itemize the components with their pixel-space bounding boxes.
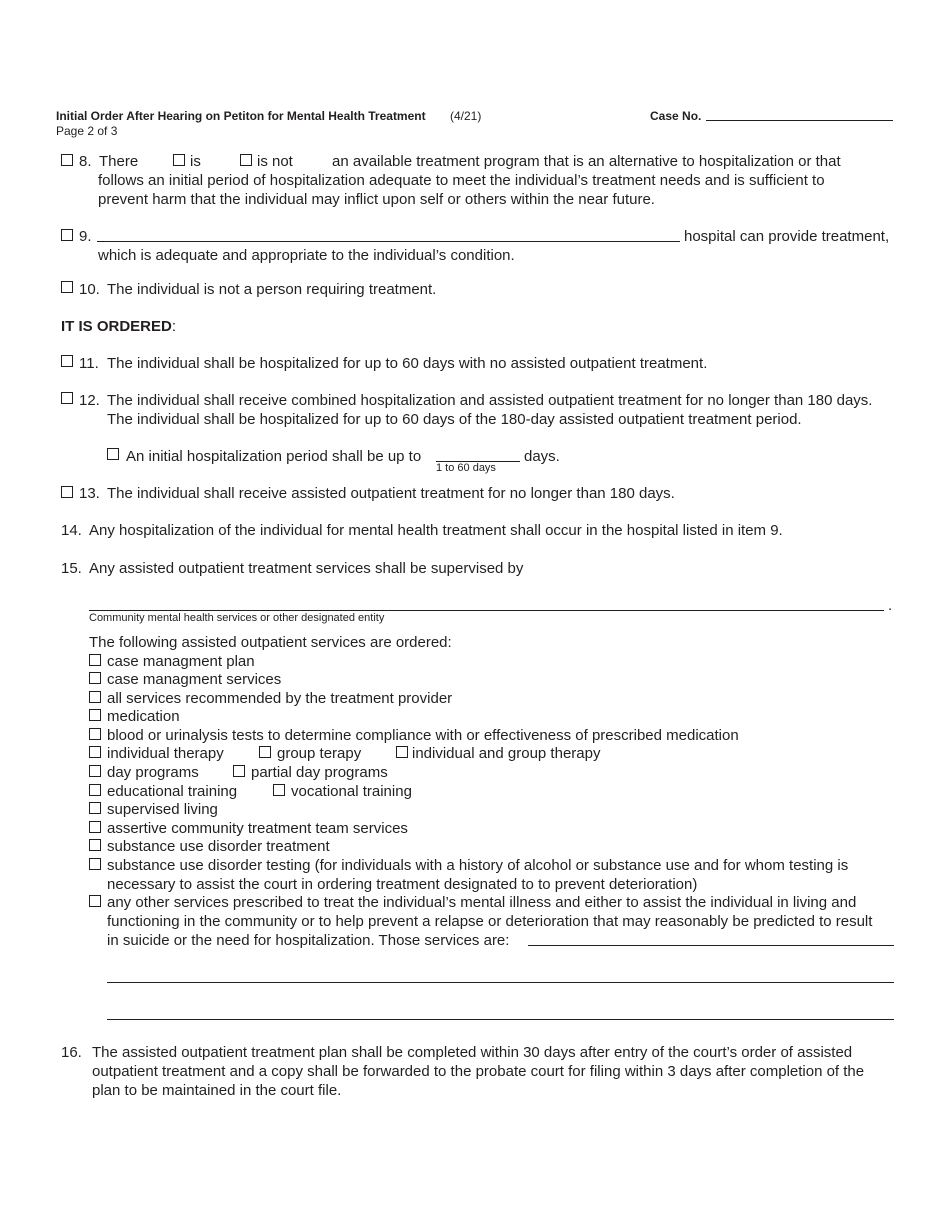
case-no-field[interactable] — [706, 120, 893, 121]
service-case-services-label: case managment services — [107, 671, 282, 688]
item-14-text: Any hospitalization of the individual for mental health treatment shall occur in the hospital listed in item 9. — [89, 522, 783, 539]
item-12-sub-checkbox[interactable] — [107, 448, 119, 460]
ordered-label: IT IS ORDERED — [61, 318, 172, 335]
item-8-line-1: an available treatment program that is an alternative to hospitalization or that — [332, 153, 841, 170]
service-individual-therapy-checkbox[interactable] — [89, 746, 101, 758]
item-9-line-1-end: hospital can provide treatment, — [684, 228, 890, 245]
service-partial-day-label: partial day programs — [251, 764, 388, 781]
item-10-checkbox[interactable] — [61, 281, 73, 293]
service-blood-tests-checkbox[interactable] — [89, 728, 101, 740]
item-9-checkbox[interactable] — [61, 229, 73, 241]
item-15-caption: Community mental health services or other designated entity — [89, 612, 385, 624]
item-9-line-2: which is adequate and appropriate to the individual’s condition. — [98, 247, 515, 264]
service-other-line-3: in suicide or the need for hospitalization. Those services are: — [107, 932, 510, 949]
service-other-line-2: functioning in the community or to help prevent a relapse or deterioration that may reasonably be predicted to result — [107, 913, 873, 930]
service-sud-treatment-label: substance use disorder treatment — [107, 838, 330, 855]
item-13-checkbox[interactable] — [61, 486, 73, 498]
service-partial-day-checkbox[interactable] — [233, 765, 245, 777]
item-11-checkbox[interactable] — [61, 355, 73, 367]
service-supervised-living-label: supervised living — [107, 801, 218, 818]
service-vocational-checkbox[interactable] — [273, 784, 285, 796]
service-ind-group-therapy-checkbox[interactable] — [396, 746, 408, 758]
service-blood-tests-label: blood or urinalysis tests to determine compliance with or effectiveness of prescribed medication — [107, 727, 739, 744]
page-label: Page 2 of 3 — [56, 124, 118, 138]
service-sud-testing-line-2: necessary to assist the court in ordering treatment designated to to prevent deterioration) — [107, 876, 698, 893]
item-10-number: 10. — [79, 281, 100, 298]
item-16-line-2: outpatient treatment and a copy shall be forwarded to the probate court for filing within 3 days after completion of the — [92, 1063, 865, 1080]
service-case-plan-label: case managment plan — [107, 653, 255, 670]
form-version: (4/21) — [450, 109, 482, 123]
service-educational-label: educational training — [107, 783, 238, 800]
item-8-checkbox[interactable] — [61, 154, 73, 166]
item-11-number: 11. — [79, 355, 99, 372]
item-13-text: The individual shall receive assisted outpatient treatment for no longer than 180 days. — [107, 485, 675, 502]
service-medication-checkbox[interactable] — [89, 709, 101, 721]
service-other-checkbox[interactable] — [89, 895, 101, 907]
service-day-programs-checkbox[interactable] — [89, 765, 101, 777]
item-16-line-3: plan to be maintained in the court file. — [92, 1082, 342, 1099]
item-12-number: 12. — [79, 392, 100, 409]
item-16-number: 16. — [61, 1044, 82, 1061]
service-sud-testing-line-1: substance use disorder testing (for individuals with a history of alcohol or substance use and for whom testing is — [107, 857, 849, 874]
service-sud-testing-checkbox[interactable] — [89, 858, 101, 870]
service-day-programs-label: day programs — [107, 764, 199, 781]
item-15-supervisor-field[interactable] — [89, 610, 884, 611]
item-8-is-label: is — [190, 153, 201, 170]
ordered-heading — [61, 318, 176, 337]
service-individual-therapy-label: individual therapy — [107, 745, 224, 762]
service-sud-treatment-checkbox[interactable] — [89, 839, 101, 851]
form-title: Initial Order After Hearing on Petiton for Mental Health Treatment — [56, 109, 426, 123]
item-9-number: 9. — [79, 228, 92, 245]
service-educational-checkbox[interactable] — [89, 784, 101, 796]
item-11-text: The individual shall be hospitalized for up to 60 days with no assisted outpatient treatment. — [107, 355, 708, 372]
item-8-is-checkbox[interactable] — [173, 154, 185, 166]
item-15-number: 15. — [61, 560, 82, 577]
item-8-is-not-label: is not — [257, 153, 293, 170]
ordered-colon: : — [171, 318, 177, 335]
service-other-field-2[interactable] — [107, 982, 894, 983]
item-8-line-3: prevent harm that the individual may inflict upon self or others within the near future. — [98, 191, 655, 208]
item-8-is-not-checkbox[interactable] — [240, 154, 252, 166]
service-assertive-label: assertive community treatment team services — [107, 820, 408, 837]
item-8-there: There — [99, 153, 139, 170]
service-supervised-living-checkbox[interactable] — [89, 802, 101, 814]
service-other-field-1[interactable] — [528, 945, 894, 946]
item-15-intro: The following assisted outpatient services are ordered: — [89, 634, 452, 651]
item-13-number: 13. — [79, 485, 100, 502]
item-12-checkbox[interactable] — [61, 392, 73, 404]
item-12-sub-text: An initial hospitalization period shall be up to — [126, 448, 422, 465]
service-case-services-checkbox[interactable] — [89, 672, 101, 684]
item-10-text: The individual is not a person requiring treatment. — [107, 281, 437, 298]
service-vocational-label: vocational training — [291, 783, 412, 800]
item-12-days-label: days. — [524, 448, 560, 465]
service-all-services-checkbox[interactable] — [89, 691, 101, 703]
case-no-label: Case No. — [650, 109, 702, 123]
item-12-line-2: The individual shall be hospitalized for up to 60 days of the 180-day assisted outpatient treatment period. — [107, 411, 802, 428]
item-9-hospital-field[interactable] — [97, 241, 680, 242]
service-ind-group-therapy-label: individual and group therapy — [412, 745, 601, 762]
service-group-therapy-checkbox[interactable] — [259, 746, 271, 758]
item-8-line-2: follows an initial period of hospitalization adequate to meet the individual’s treatment needs and is sufficient to — [98, 172, 825, 189]
item-15-period: . — [888, 597, 893, 614]
service-assertive-checkbox[interactable] — [89, 821, 101, 833]
item-14-number: 14. — [61, 522, 82, 539]
service-case-plan-checkbox[interactable] — [89, 654, 101, 666]
item-12-line-1: The individual shall receive combined hospitalization and assisted outpatient treatment for no longer than 180 days. — [107, 392, 873, 409]
item-15-text: Any assisted outpatient treatment services shall be supervised by — [89, 560, 524, 577]
service-all-services-label: all services recommended by the treatment provider — [107, 690, 453, 707]
item-16-line-1: The assisted outpatient treatment plan shall be completed within 30 days after entry of the court’s order of assisted — [92, 1044, 853, 1061]
service-group-therapy-label: group terapy — [277, 745, 362, 762]
item-8-number: 8. — [79, 153, 92, 170]
service-medication-label: medication — [107, 708, 180, 725]
service-other-field-3[interactable] — [107, 1019, 894, 1020]
service-other-line-1: any other services prescribed to treat the individual’s mental illness and either to assist the individual in living and — [107, 894, 857, 911]
item-12-days-caption: 1 to 60 days — [436, 462, 496, 474]
